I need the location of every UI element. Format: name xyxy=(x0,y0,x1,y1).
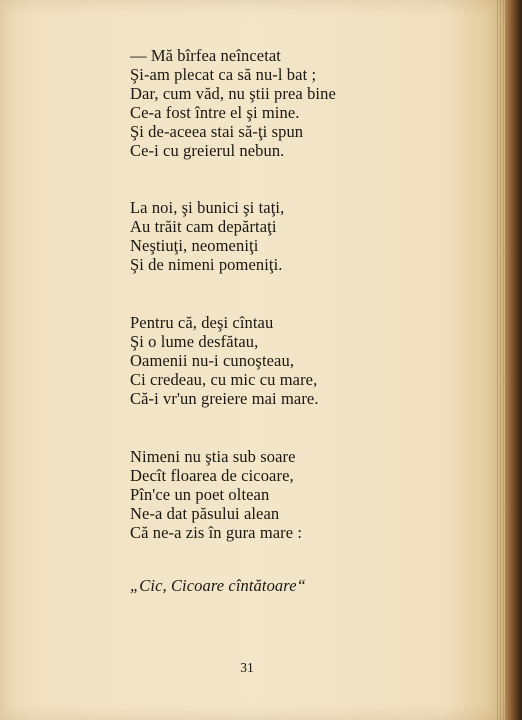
poem-line: Neştiuţi, neomeniţi xyxy=(130,236,259,255)
poem-line: Ce-a fost între el şi mine. xyxy=(130,103,300,122)
poem-line: Şi de nimeni pomeniţi. xyxy=(130,255,283,274)
book-spine-edge xyxy=(505,0,522,720)
poem-line: Şi-am plecat ca să nu-l bat ; xyxy=(130,65,317,84)
poem-line: Ne-a dat păsului alean xyxy=(130,504,280,523)
poem-line: Dar, cum văd, nu ştii prea bine xyxy=(130,84,336,103)
closing-quote: „Cic, Cicoare cîntătoare“ xyxy=(130,576,306,595)
poem-line: Decît floarea de cicoare, xyxy=(130,466,294,485)
poem-line: Şi de-aceea stai să-ţi spun xyxy=(130,122,304,141)
poem-line: Ce-i cu greierul nebun. xyxy=(130,141,285,160)
stanza-3 xyxy=(130,313,336,408)
poem-line: Pîn'ce un poet oltean xyxy=(130,485,270,504)
poem-line: Au trăit cam depărtaţi xyxy=(130,217,277,236)
poem-line: Oamenii nu-i cunoşteau, xyxy=(130,351,295,370)
poem-line: Pentru că, deşi cîntau xyxy=(130,313,274,332)
poem-line: Nimeni nu ştia sub soare xyxy=(130,447,296,466)
stanza-1 xyxy=(130,46,336,160)
poem-text xyxy=(130,46,336,595)
poem-line: La noi, şi bunici şi taţi, xyxy=(130,198,285,217)
poem-line: Şi o lume desfătau, xyxy=(130,332,259,351)
stanza-4 xyxy=(130,447,336,542)
poem-line: Ci credeau, cu mic cu mare, xyxy=(130,370,318,389)
stanza-2 xyxy=(130,198,336,274)
page-number: 31 xyxy=(240,660,254,675)
poem-line: Că ne-a zis în gura mare : xyxy=(130,523,303,542)
poem-line: — Mă bîrfea neîncetat xyxy=(130,46,281,65)
poem-line: Că-i vr'un greiere mai mare. xyxy=(130,389,319,408)
